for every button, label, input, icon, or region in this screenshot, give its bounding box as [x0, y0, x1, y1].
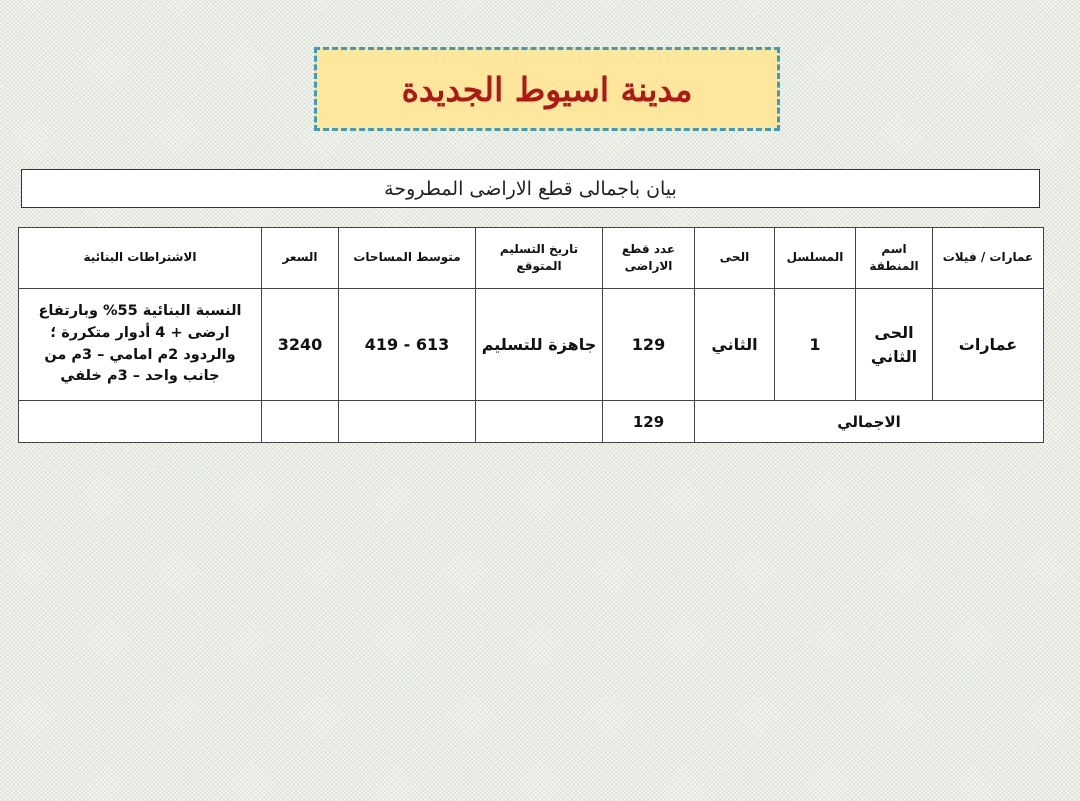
page-title: مدينة اسيوط الجديدة — [401, 69, 693, 109]
table-header-row — [19, 228, 1044, 289]
cell-plots-count: 129 — [603, 289, 695, 401]
header-area-name: اسم المنطقة — [856, 228, 933, 289]
header-avg-area: متوسط المساحات — [339, 228, 476, 289]
cell-avg-area: 613 - 419 — [339, 289, 476, 401]
header-type: عمارات / فيلات — [933, 228, 1044, 289]
header-plots-count: عدد قطع الاراضى — [603, 228, 695, 289]
cell-delivery-date: جاهزة للتسليم — [476, 289, 603, 401]
total-empty-cell — [262, 401, 339, 443]
header-serial: المسلسل — [775, 228, 856, 289]
total-row — [19, 401, 1044, 443]
table-caption-box — [21, 169, 1040, 208]
total-empty-cell — [339, 401, 476, 443]
header-district: الحى — [695, 228, 775, 289]
total-label: الاجمالي — [695, 401, 1044, 443]
cell-serial: 1 — [775, 289, 856, 401]
cell-district: الثاني — [695, 289, 775, 401]
table-caption: بيان باجمالى قطع الاراضى المطروحة — [384, 177, 677, 200]
header-price: السعر — [262, 228, 339, 289]
cell-building-conditions: النسبة البنائية 55% وبارتفاع ارضى + 4 أدوار متكررة ؛ والردود 2م امامي – 3م من جانب واحد – 3م خلفي — [19, 289, 262, 401]
table-row — [19, 289, 1044, 401]
total-empty-cell — [476, 401, 603, 443]
total-empty-cell — [19, 401, 262, 443]
cell-price: 3240 — [262, 289, 339, 401]
header-delivery-date: تاريخ التسليم المتوقع — [476, 228, 603, 289]
land-plots-table — [18, 227, 1044, 443]
header-building-conditions: الاشتراطات البنائية — [19, 228, 262, 289]
total-plots-count: 129 — [603, 401, 695, 443]
cell-type: عمارات — [933, 289, 1044, 401]
cell-area-name: الحى الثاني — [856, 289, 933, 401]
page-title-box — [314, 47, 780, 131]
